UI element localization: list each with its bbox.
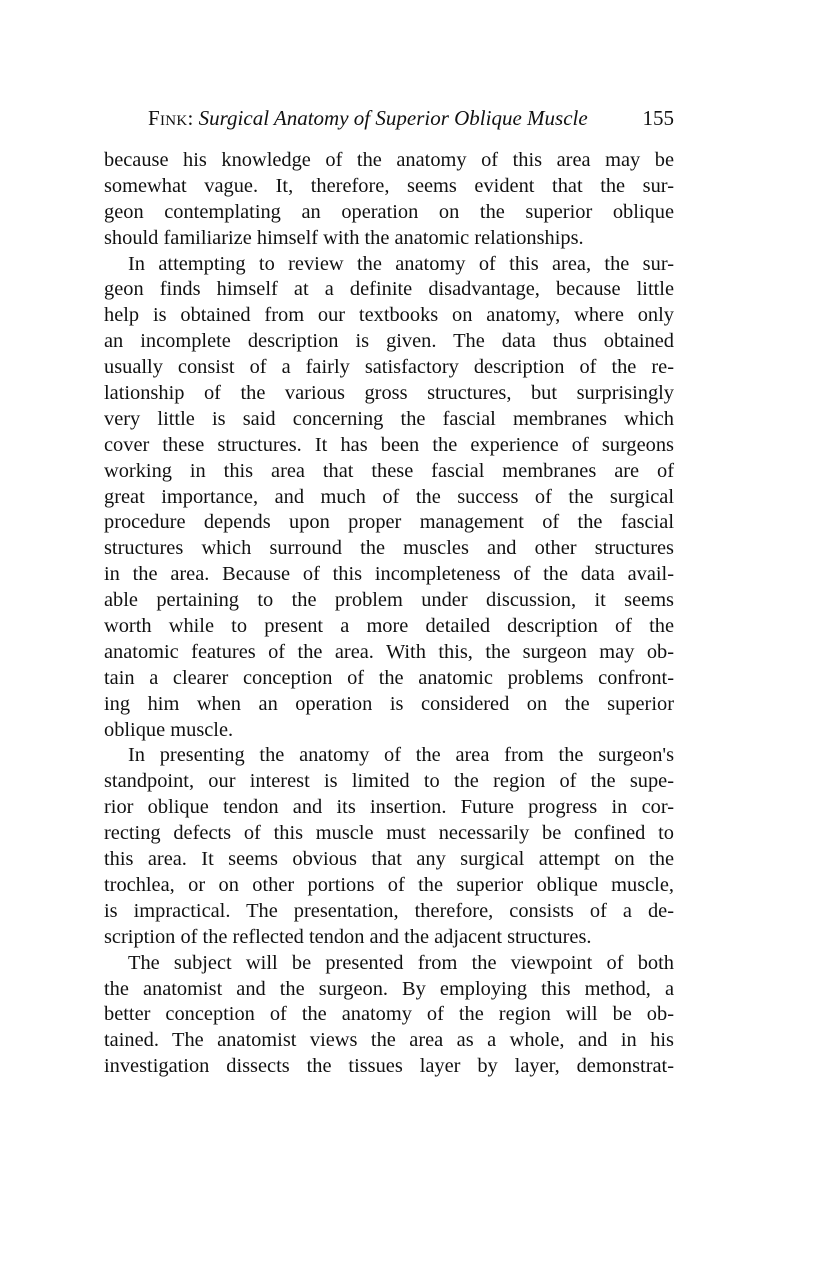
text-line: In presenting the anatomy of the area from the surgeon's <box>128 744 674 767</box>
text-line: very little is said concerning the fascial membranes which <box>104 407 674 430</box>
text-line: an incomplete description is given. The data thus obtained <box>104 330 674 353</box>
text-line: standpoint, our interest is limited to the region of the supe- <box>104 770 674 793</box>
text-line: should familiarize himself with the anatomic relationships. <box>104 226 584 249</box>
text-line: ing him when an operation is considered on the superior <box>104 692 674 715</box>
text-line: better conception of the anatomy of the region will be ob- <box>104 1003 674 1026</box>
text-line: the anatomist and the surgeon. By employing this method, a <box>104 977 674 1000</box>
header-separator: : <box>187 106 194 130</box>
text-line: because his knowledge of the anatomy of this area may be <box>104 149 674 171</box>
running-header <box>148 104 674 132</box>
text-line: this area. It seems obvious that any surgical attempt on the <box>104 848 674 871</box>
text-line: great importance, and much of the success of the surgical <box>104 485 674 508</box>
text-line: structures which surround the muscles and other structures <box>104 537 674 560</box>
text-line: is impractical. The presentation, therefore, consists of a de- <box>104 899 674 922</box>
text-line: able pertaining to the problem under discussion, it seems <box>104 589 674 612</box>
text-line: help is obtained from our textbooks on anatomy, where only <box>104 304 674 327</box>
paragraph-1 <box>104 148 674 252</box>
text-line: somewhat vague. It, therefore, seems evident that the sur- <box>104 174 674 197</box>
text-line: investigation dissects the tissues layer by layer, demonstrat- <box>104 1055 674 1078</box>
text-line: geon finds himself at a definite disadvantage, because little <box>104 278 674 301</box>
text-line: tain a clearer conception of the anatomic problems confront- <box>104 666 674 689</box>
header-title: Surgical Anatomy of Superior Oblique Muscle <box>198 106 588 130</box>
text-line: tained. The anatomist views the area as a whole, and in his <box>104 1029 674 1052</box>
page-number: 155 <box>642 106 674 130</box>
text-line: rior oblique tendon and its insertion. Future progress in cor- <box>104 796 674 819</box>
text-line: working in this area that these fascial membranes are of <box>104 459 674 482</box>
paragraph-3 <box>104 743 674 950</box>
text-line: in the area. Because of this incompleteness of the data avail- <box>104 563 674 586</box>
text-line: oblique muscle. <box>104 718 234 741</box>
paragraph-2 <box>104 252 674 744</box>
text-line: trochlea, or on other portions of the superior oblique muscle, <box>104 873 674 896</box>
text-line: anatomic features of the area. With this, the surgeon may ob- <box>104 640 674 663</box>
text-line: worth while to present a more detailed description of the <box>104 615 674 638</box>
text-line: cover these structures. It has been the experience of surgeons <box>104 433 674 456</box>
header-author: Fink <box>148 106 188 130</box>
text-line: lationship of the various gross structures, but surprisingly <box>104 382 674 405</box>
paragraph-4 <box>104 951 674 1080</box>
text-line: usually consist of a fairly satisfactory description of the re- <box>104 356 674 379</box>
text-line: geon contemplating an operation on the superior oblique <box>104 200 674 223</box>
text-line: recting defects of this muscle must necessarily be confined to <box>104 822 674 845</box>
text-line: scription of the reflected tendon and the adjacent structures. <box>104 925 592 948</box>
body-text <box>104 148 674 1080</box>
text-line: The subject will be presented from the viewpoint of both <box>128 951 674 974</box>
text-line: In attempting to review the anatomy of this area, the sur- <box>128 252 674 275</box>
text-line: procedure depends upon proper management of the fascial <box>104 511 674 534</box>
